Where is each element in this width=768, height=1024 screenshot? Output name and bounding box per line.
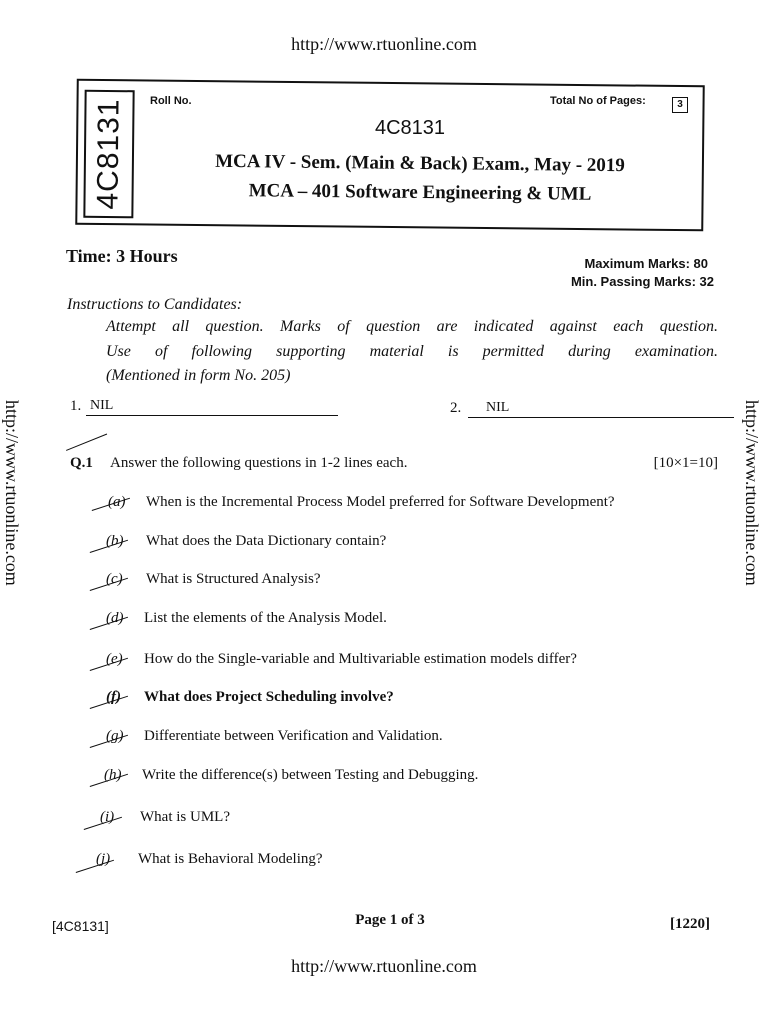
sub-question-text: What does Project Scheduling involve? bbox=[144, 689, 394, 705]
sub-question-text: What is Structured Analysis? bbox=[146, 571, 321, 587]
sub-question-label: (g) bbox=[106, 728, 124, 744]
material-value: NIL bbox=[86, 398, 338, 416]
maximum-marks: Maximum Marks: 80 bbox=[584, 256, 708, 271]
footer-serial-number: [1220] bbox=[670, 916, 710, 932]
sub-question-text: Write the difference(s) between Testing and Debugging. bbox=[142, 767, 479, 783]
page-number: Page 1 of 3 bbox=[355, 912, 425, 928]
instruction-line: (Mentioned in form No. 205) bbox=[106, 367, 291, 384]
footer-paper-code: [4C8131] bbox=[52, 918, 109, 934]
sub-question-text: Differentiate between Verification and Validation. bbox=[144, 728, 443, 744]
material-number: 1. bbox=[70, 398, 82, 414]
source-url-bottom: http://www.rtuonline.com bbox=[291, 956, 477, 976]
instruction-line: Attempt all question. Marks of question are indicated against each question. bbox=[106, 318, 718, 335]
subject-title: MCA – 401 Software Engineering & UML bbox=[248, 180, 592, 205]
exam-title: MCA IV - Sem. (Main & Back) Exam., May - 2019 bbox=[215, 150, 625, 177]
sub-question-text: How do the Single-variable and Multivariable estimation models differ? bbox=[144, 651, 577, 667]
exam-duration: Time: 3 Hours bbox=[66, 246, 178, 266]
question-number: Q.1 bbox=[70, 455, 93, 471]
paper-code-vertical: 4C8131 bbox=[91, 98, 126, 210]
paper-code: 4C8131 bbox=[374, 117, 446, 139]
sub-question-label: (d) bbox=[106, 610, 124, 626]
instruction-line: Use of following supporting material is permitted during examination. bbox=[106, 343, 718, 360]
sub-question-label: (j) bbox=[96, 851, 111, 867]
sub-question-text: What does the Data Dictionary contain? bbox=[146, 533, 387, 549]
material-value: NIL bbox=[468, 400, 734, 418]
question-text: Answer the following questions in 1-2 lines each. bbox=[110, 455, 408, 471]
min-passing-marks: Min. Passing Marks: 32 bbox=[570, 274, 714, 289]
sub-question-label: (a) bbox=[108, 494, 126, 510]
source-url-right: http://www.rtuonline.com bbox=[742, 400, 762, 586]
sub-question-label: (b) bbox=[106, 533, 124, 549]
source-url-top: http://www.rtuonline.com bbox=[291, 34, 477, 54]
total-pages-value: 3 bbox=[672, 97, 688, 113]
sub-question-text: When is the Incremental Process Model preferred for Software Development? bbox=[146, 494, 615, 510]
sub-question-label: (h) bbox=[104, 767, 122, 783]
instructions-title: Instructions to Candidates: bbox=[67, 296, 243, 313]
paper-code-stamp bbox=[83, 90, 134, 219]
material-number: 2. bbox=[450, 400, 462, 416]
total-pages-label: Total No of Pages: bbox=[550, 95, 646, 107]
sub-question-label: (e) bbox=[106, 651, 123, 667]
sub-question-text: What is Behavioral Modeling? bbox=[138, 851, 323, 867]
question-marks: [10×1=10] bbox=[653, 455, 718, 471]
sub-question-label: (f) bbox=[106, 689, 121, 705]
source-url-left: http://www.rtuonline.com bbox=[2, 400, 22, 586]
roll-number-label: Roll No. bbox=[150, 95, 192, 107]
sub-question-label: (i) bbox=[100, 809, 115, 825]
sub-question-text: List the elements of the Analysis Model. bbox=[144, 610, 387, 626]
sub-question-label: (c) bbox=[106, 571, 123, 587]
sub-question-text: What is UML? bbox=[140, 809, 230, 825]
